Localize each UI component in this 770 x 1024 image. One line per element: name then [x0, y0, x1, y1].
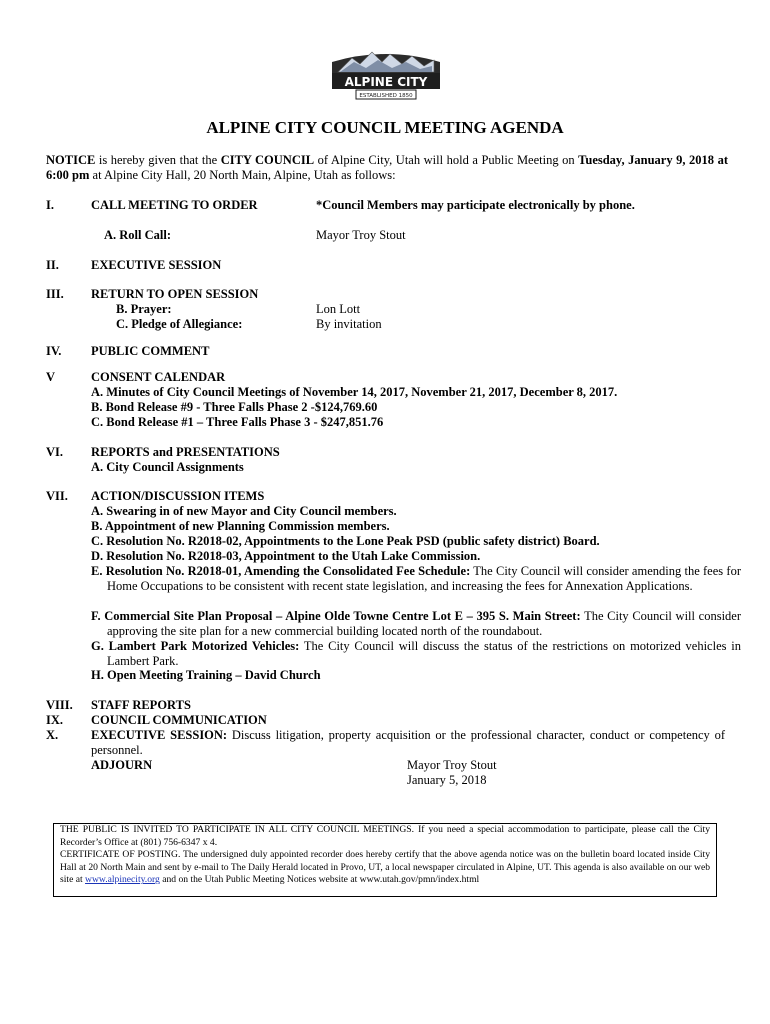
section-heading: PUBLIC COMMENT — [91, 344, 210, 358]
roll-call-value: Mayor Troy Stout — [316, 228, 406, 242]
list-item: A. Swearing in of new Mayor and City Council members. — [91, 504, 397, 518]
list-item: D. Resolution No. R2018-03, Appointment to the Utah Lake Commission. — [91, 549, 481, 563]
section-number: VII. — [46, 489, 68, 503]
section-number: V — [46, 370, 56, 384]
list-item: A. City Council Assignments — [91, 460, 244, 474]
section-heading: STAFF REPORTS — [91, 698, 191, 712]
section-number: IX. — [46, 713, 64, 727]
section-number: VIII. — [46, 698, 73, 712]
section-number: I. — [46, 198, 54, 212]
page-title: ALPINE CITY COUNCIL MEETING AGENDA — [206, 118, 564, 137]
logo-established: ESTABLISHED 1850 — [359, 93, 413, 99]
list-item: B. Appointment of new Planning Commission members. — [91, 519, 390, 533]
alpine-city-logo — [326, 44, 446, 104]
section-heading: CALL MEETING TO ORDER — [91, 198, 258, 212]
section-number: IV. — [46, 344, 62, 358]
public-notice-box — [53, 823, 717, 897]
list-item: E. Resolution No. R2018-01, Amending the Consolidated Fee Schedule: The City Council will consider amending the fees for Home Occupations to be consistent with recent state legislation, and increasing the fees for Annexation Applications. — [91, 564, 741, 593]
certificate-of-posting: CERTIFICATE OF POSTING. The undersigned duly appointed recorder does hereby certify that the above agenda notice was on the bulletin board located inside City Hall at 20 North Main and sent by e-mail to The Daily Herald located in Provo, UT, a local newspaper circulated in Alpine, UT. This agenda is also available on our web site at www.alpinecity.org and on the Utah Public Meeting Notices website at www.utah.gov/pmn/index.html — [60, 849, 710, 886]
public-invitation-text: THE PUBLIC IS INVITED TO PARTICIPATE IN ALL CITY COUNCIL MEETINGS. If you need a special accommodation to participate, please call the City Recorder’s Office at (801) 756-6347 x 4. — [60, 824, 710, 848]
list-item: H. Open Meeting Training – David Church — [91, 668, 321, 682]
adjourn-label: ADJOURN — [91, 758, 153, 772]
list-item: G. Lambert Park Motorized Vehicles: The City Council will discuss the status of the restrictions on motorized vehicles in Lambert Park. — [91, 639, 741, 668]
section-number: II. — [46, 258, 59, 272]
list-item: A. Minutes of City Council Meetings of November 14, 2017, November 21, 2017, December 8, 2017. — [91, 385, 618, 399]
signature-date: January 5, 2018 — [407, 773, 487, 787]
section-number: VI. — [46, 445, 64, 459]
website-link[interactable]: www.alpinecity.org — [85, 874, 160, 886]
list-item: C. Bond Release #1 – Three Falls Phase 3 - $247,851.76 — [91, 415, 384, 429]
section-heading: REPORTS and PRESENTATIONS — [91, 445, 280, 459]
section-heading: CONSENT CALENDAR — [91, 370, 226, 384]
section-heading: RETURN TO OPEN SESSION — [91, 287, 259, 301]
logo-name: ALPINE CITY — [344, 75, 428, 89]
section-number: III. — [46, 287, 64, 301]
section-heading: COUNCIL COMMUNICATION — [91, 713, 267, 727]
pledge-label: C. Pledge of Allegiance: — [116, 317, 243, 331]
section-heading: ACTION/DISCUSSION ITEMS — [91, 489, 265, 503]
list-item: F. Commercial Site Plan Proposal – Alpine Olde Towne Centre Lot E – 395 S. Main Street: The City Council will consider approving the site plan for a new commercial building located north of the roundabout. — [91, 609, 741, 638]
signature-name: Mayor Troy Stout — [407, 758, 497, 772]
section-number: X. — [46, 728, 59, 742]
list-item: C. Resolution No. R2018-02, Appointments to the Lone Peak PSD (public safety district) Board. — [91, 534, 600, 548]
section-heading: EXECUTIVE SESSION: Discuss litigation, property acquisition or the professional character, conduct or competency of personnel. — [91, 728, 725, 757]
list-item: B. Bond Release #9 - Three Falls Phase 2 -$124,769.60 — [91, 400, 378, 414]
section-heading: EXECUTIVE SESSION — [91, 258, 222, 272]
prayer-label: B. Prayer: — [116, 302, 172, 316]
prayer-value: Lon Lott — [316, 302, 361, 316]
electronic-participation-note: *Council Members may participate electronically by phone. — [316, 198, 635, 212]
roll-call-label: A. Roll Call: — [104, 228, 172, 242]
notice-paragraph: NOTICE is hereby given that the CITY COUNCIL of Alpine City, Utah will hold a Public Meeting on Tuesday, January 9, 2018 at 6:00 pm at Alpine City Hall, 20 North Main, Alpine, Utah as follows: — [46, 153, 728, 182]
pledge-value: By invitation — [316, 317, 382, 331]
